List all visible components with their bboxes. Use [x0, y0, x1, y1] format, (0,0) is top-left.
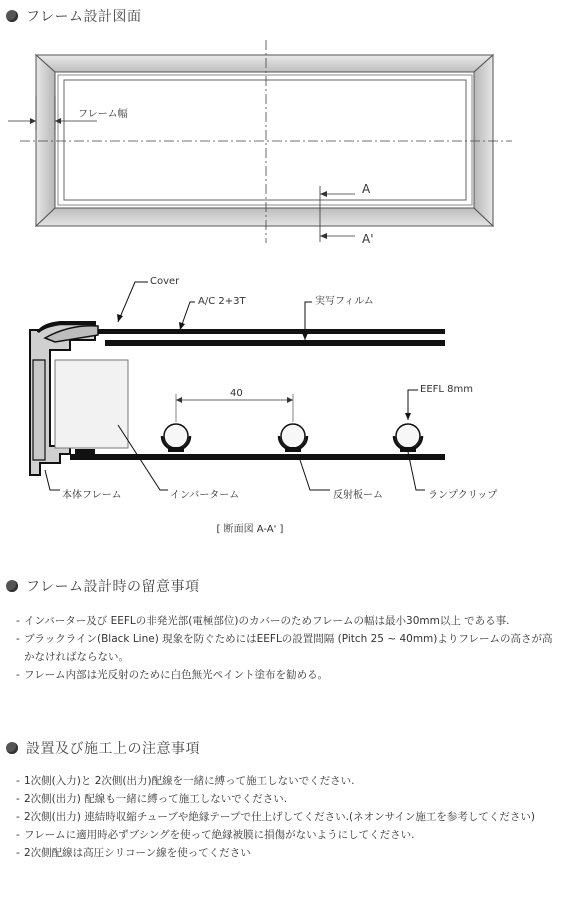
list-item: - フレームに適用時必ずブシングを使って絶縁被膜に損傷がないようにしてください. — [16, 826, 556, 844]
frame-right-bevel — [474, 55, 493, 226]
bullet-icon — [6, 742, 18, 754]
ac-label: A/C 2+3T — [198, 296, 246, 307]
frame-left-bevel — [36, 55, 55, 226]
section-title: 設置及び施工上の注意事項 — [26, 741, 200, 757]
eefl-label: EEFL 8mm — [420, 384, 473, 395]
ac-film-top — [95, 329, 445, 334]
lamp-2 — [279, 424, 307, 452]
section-mark-a: A — [362, 182, 371, 196]
frame-front-diagram — [0, 0, 570, 255]
frame-width-label: フレーム幅 — [78, 109, 128, 120]
section-title: フレーム設計時の留意事項 — [26, 579, 200, 595]
list-item: - 2次側(出力) 連結時収縮チューブや絶縁テープで仕上げしてください.(ネオンサイン施工を参考してください) — [16, 808, 556, 826]
section-header-install — [6, 738, 200, 758]
bullet-icon — [6, 580, 18, 592]
film-bottom — [105, 340, 445, 346]
frame-opening — [64, 80, 466, 200]
pitch-label: 40 — [230, 388, 243, 399]
install-notes-list — [16, 772, 556, 862]
cover-label: Cover — [150, 276, 180, 287]
section-header-caution — [6, 576, 199, 596]
lamp-1 — [162, 424, 190, 452]
list-item: - 2次側(出力) 配線も一緒に縛って施工しないでください. — [16, 790, 556, 808]
reflector-plate — [70, 454, 445, 460]
list-item: - ブラックライン(Black Line) 現象を防ぐためにはEEFLの設置間隔 (Pitch 25 ~ 40mm)よりフレームの高さが高かなければならない。 — [16, 630, 556, 666]
frame-section-diagram — [0, 260, 570, 510]
film-label: 実写フィルム — [315, 296, 374, 307]
list-item: - フレーム内部は光反射のために白色無光ペイント塗布を勧める。 — [16, 666, 556, 684]
caution-notes-list — [16, 612, 556, 684]
frame-top-bevel — [36, 55, 493, 72]
lamp-3 — [394, 424, 422, 452]
section-caption: [ 断面図 A-A' ] — [216, 524, 284, 535]
list-item: - インバーター及び EEFLの非発光部(電極部位)のカバーのためフレームの幅は最小30mm以上 である事. — [16, 612, 556, 630]
reflector-label: 反射板ーム — [333, 490, 383, 501]
section-title: フレーム設計図面 — [26, 9, 142, 25]
list-item: - 2次側配線は高圧シリコーン線を使ってください — [16, 844, 556, 862]
body-frame-label: 本体フレーム — [62, 490, 122, 501]
frame-bottom-bevel — [36, 208, 493, 226]
section-mark-a-prime: A' — [362, 232, 374, 246]
inverter-label: インバーターム — [170, 490, 240, 501]
inverter-box — [55, 360, 128, 448]
list-item: - 1次側(入力)と 2次側(出力)配線を一緒に縛って施工しないでください. — [16, 772, 556, 790]
lamp-clip-label: ランプクリップ — [428, 490, 498, 501]
